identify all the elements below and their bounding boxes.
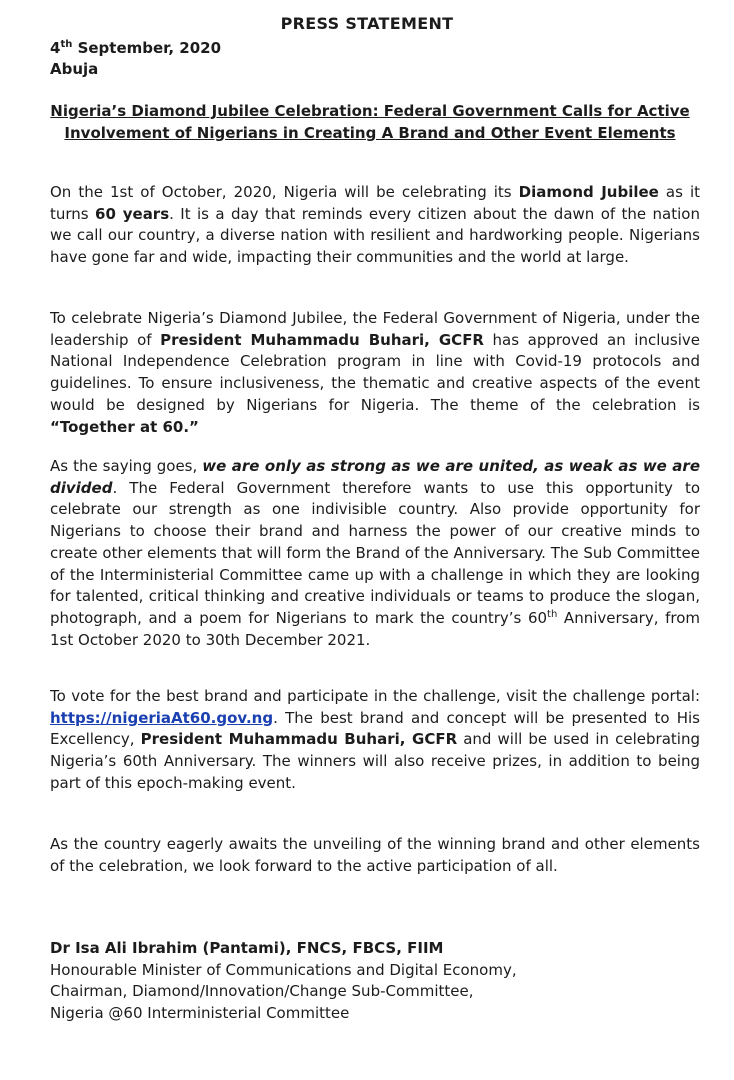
- document-heading: PRESS STATEMENT: [280, 14, 454, 33]
- p1-bold-1: Diamond Jubilee: [518, 183, 659, 201]
- p2-bold-1: President Muhammadu Buhari, GCFR: [160, 330, 484, 349]
- signatory-title-2: Chairman, Diamond/Innovation/Change Sub-Committee,: [50, 982, 474, 1000]
- signatory-name: Dr Isa Ali Ibrahim (Pantami), FNCS, FBCS, FIIM: [50, 939, 444, 957]
- challenge-portal-link[interactable]: https://nigeriaAt60.gov.ng: [50, 708, 274, 727]
- signature-block: [50, 938, 700, 1024]
- p2-text-1: To celebrate Nigeria’s Diamond Jubilee, the Federal Government of Nigeria, under the leadership of: [50, 309, 700, 349]
- paragraph-2: [50, 308, 700, 438]
- p2-bold-2: “Together at 60.”: [50, 417, 199, 436]
- statement-title: Nigeria’s Diamond Jubilee Celebration: Federal Government Calls for Active Involvement of Nigerians in Creating A Brand and Other Event Elements: [50, 102, 690, 142]
- p1-text-2: as it turns: [50, 183, 700, 223]
- paragraph-5: As the country eagerly awaits the unveiling of the winning brand and other elements of the celebration, we look forward to the active participation of all.: [50, 835, 700, 875]
- p4-text-1: To vote for the best brand and participate in the challenge, visit the challenge portal:: [50, 687, 700, 705]
- paragraph-1: [50, 182, 700, 269]
- paragraph-4: [50, 686, 700, 795]
- p4-text-2: . The best brand and concept will be presented to His Excellency,: [50, 708, 700, 749]
- signatory-title-3: Nigeria @60 Interministerial Committee: [50, 1003, 350, 1022]
- p3-bold-italic: we are only as strong as we are united, as weak as we are divided: [50, 457, 700, 497]
- date-location-block: [50, 38, 221, 80]
- p3-text-2: . The Federal Government therefore wants to use this opportunity to celebrate our strength as one indivisible country. Also provide opportunity for Nigerians to choose their brand and harness the power of our creative minds to create other elements that will form the Brand of the Anniversary. The Sub Committee of the Interministerial Committee came up with a challenge in which they are looking for talented, critical thinking and creative individuals or teams to produce the slogan, photograph, and a poem for Nigerians to mark the country’s 60: [50, 478, 700, 627]
- date-day: 4: [50, 39, 61, 57]
- p4-text-3: and will be used in celebrating Nigeria’s 60th Anniversary. The winners will also receive prizes, in addition to being part of this epoch-making event.: [50, 730, 700, 792]
- p1-bold-2: 60 years: [95, 204, 170, 223]
- p2-text-2: has approved an inclusive National Independence Celebration program in line with Covid-19 protocols and guidelines. To ensure inclusiveness, the thematic and creative aspects of the event would be designed by Nigerians for Nigeria. The theme of the celebration is: [50, 330, 700, 414]
- p4-bold-1: President Muhammadu Buhari, GCFR: [140, 730, 458, 749]
- p3-text-3: Anniversary, from 1st October 2020 to 30th December 2021.: [50, 608, 700, 649]
- p3-superscript: th: [547, 608, 558, 620]
- statement-date: [50, 38, 221, 59]
- p1-text-1: On the 1st of October, 2020, Nigeria will be celebrating its: [50, 183, 519, 201]
- date-rest: September, 2020: [72, 39, 222, 57]
- statement-location: Abuja: [50, 60, 99, 78]
- paragraph-3: [50, 456, 700, 651]
- date-suffix: th: [60, 39, 73, 50]
- signatory-title-1: Honourable Minister of Communications and Digital Economy,: [50, 960, 517, 979]
- p3-text-1: As the saying goes,: [50, 457, 203, 475]
- p1-text-3: . It is a day that reminds every citizen about the dawn of the nation we call our country, a diverse nation with resilient and hardworking people. Nigerians have gone far and wide, impacting their communities and the world at large.: [50, 204, 700, 267]
